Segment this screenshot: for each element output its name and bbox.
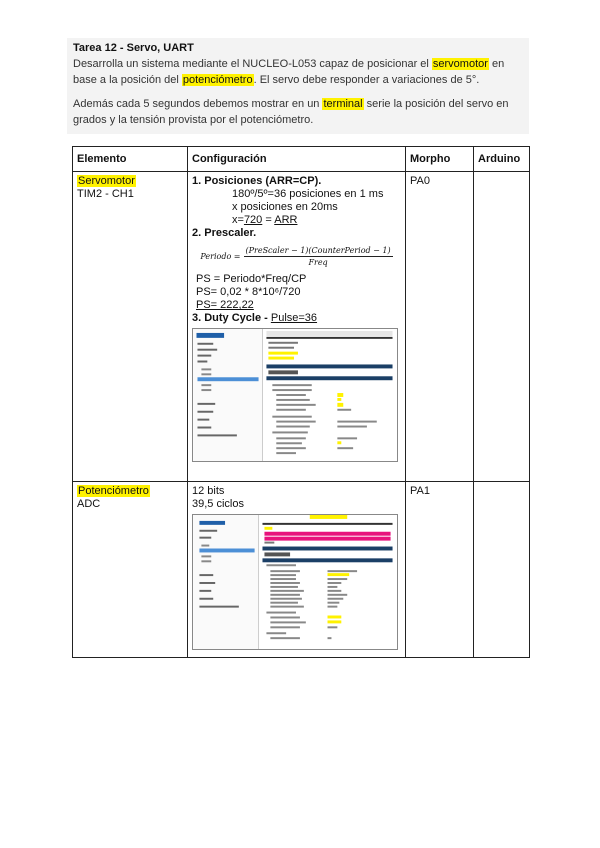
header-arduino: Arduino: [474, 147, 530, 172]
intro-block: [67, 38, 529, 134]
cell-morpho-servo: PA0: [406, 172, 474, 482]
cell-config-servo: [188, 172, 406, 482]
adc-resolution: 12 bits: [192, 485, 225, 497]
potenciometro-label: Potenciómetro: [78, 485, 149, 497]
potenciometro-adc: ADC: [77, 498, 101, 510]
servomotor-timer: TIM2 - CH1: [77, 188, 134, 200]
intro-paragraph-2: Además cada 5 segundos debemos mostrar en un terminal serie la posición del servo en grados y la tensión provista por el potenciómetro.: [73, 98, 509, 126]
cfg-duty-title: 3. Duty Cycle - Pulse=36: [192, 312, 318, 324]
cell-arduino-pot: [474, 482, 530, 658]
highlight-potenciometro: potenciómetro: [182, 74, 253, 86]
cfg-positions-title: 1. Posiciones (ARR=CP).: [192, 175, 322, 187]
page-title: Tarea 12 - Servo, UART: [73, 42, 194, 54]
cubemx-timer-screenshot: [192, 328, 398, 462]
header-morpho: Morpho: [406, 147, 474, 172]
cell-element-pot: [73, 482, 188, 658]
cfg-positions-line1: 180º/5º=36 posiciones en 1 ms: [232, 188, 384, 200]
cell-arduino-servo: [474, 172, 530, 482]
cfg-prescaler-title: 2. Prescaler.: [192, 227, 257, 239]
ps-line2: PS= 0,02 * 8*10⁶/720: [196, 286, 301, 298]
ps-line3: PS= 222,22: [196, 299, 254, 311]
header-configuracion: Configuración: [188, 147, 406, 172]
servomotor-label: Servomotor: [78, 175, 135, 187]
cell-element-servo: [73, 172, 188, 482]
adc-sampling: 39,5 ciclos: [192, 498, 244, 510]
period-formula: Periodo = $\frac{\text{(PreScaler − 1)(CounterPeriod − 1)}}{\text{Freq}}$: [200, 246, 391, 267]
cell-config-pot: [188, 482, 406, 658]
highlight-terminal: terminal: [323, 98, 363, 110]
intro-paragraph-1: Desarrolla un sistema mediante el NUCLEO-L053 capaz de posicionar el servomotor en base a la posición del potenciómetro. El servo debe responder a variaciones de 5°.: [73, 58, 505, 86]
ps-line1: PS = Periodo*Freq/CP: [196, 273, 307, 285]
cfg-positions-line2: x posiciones en 20ms: [232, 201, 338, 213]
cell-morpho-pot: PA1: [406, 482, 474, 658]
table-row: [73, 482, 530, 658]
cubemx-adc-screenshot: [192, 514, 398, 650]
config-table: [72, 146, 530, 658]
highlight-servomotor: servomotor: [432, 58, 488, 70]
table-header-row: [73, 147, 530, 172]
table-row: [73, 172, 530, 482]
cfg-positions-line3: x=720 = ARR: [232, 214, 298, 226]
header-elemento: Elemento: [73, 147, 188, 172]
